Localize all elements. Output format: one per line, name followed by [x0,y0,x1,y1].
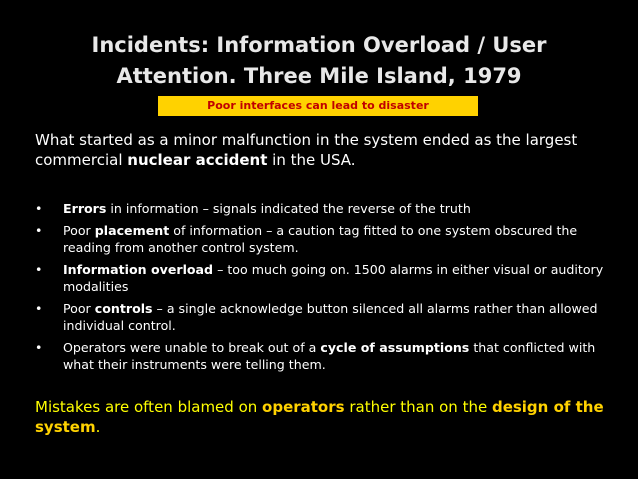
bullet-text-after: – too much going on. 1500 alarms in either visual or auditory modalities [63,262,604,294]
bullet-bold: cycle of assumptions [320,340,470,355]
bullet-icon: • [35,340,43,355]
bullet-bold: Errors [63,201,107,216]
bullet-text-after: of information – a caution tag fitted to one system obscured the reading from another control system. [63,223,578,255]
conclusion-text-1: Mistakes are often blamed on [35,398,263,416]
intro-text-before: What started as a minor malfunction in the system ended as the largest commercial [35,131,578,169]
bullet-text-before: Operators were unable to break out of a [63,340,321,355]
title-line-1: Incidents: Information Overload / User [91,33,547,57]
warning-banner: Poor interfaces can lead to disaster [158,96,478,116]
bullet-icon: • [35,223,43,238]
bullet-text-after: that conflicted with what their instruments were telling them. [63,340,596,372]
bullet-icon: • [35,262,43,277]
intro-bold: nuclear accident [127,151,268,169]
bullet-item-errors [35,200,610,217]
slide-title [30,30,608,92]
intro-text-after: in the USA. [267,151,356,169]
bullet-list [35,200,610,378]
title-line-2: Attention. Three Mile Island, 1979 [116,64,522,88]
conclusion-text-2: rather than on the [344,398,492,416]
conclusion-paragraph [35,397,610,437]
bullet-text-before: Poor [63,223,95,238]
bullet-bold: placement [94,223,170,238]
conclusion-bold-operators: operators [262,398,345,416]
bullet-bold: Information overload [63,262,214,277]
bullet-text-after: in information – signals indicated the reverse of the truth [106,201,471,216]
bullet-item-information-overload [35,261,610,295]
bullet-icon: • [35,301,43,316]
bullet-text-after: – a single acknowledge button silenced all alarms rather than allowed individual control. [63,301,598,333]
conclusion-bold-design: design of the system [35,398,604,436]
intro-paragraph [35,130,605,170]
bullet-item-placement [35,222,610,256]
bullet-icon: • [35,201,43,216]
bullet-item-controls [35,300,610,334]
conclusion-text-3: . [95,418,101,436]
bullet-text-before: Poor [63,301,95,316]
bullet-item-assumptions [35,339,610,373]
bullet-bold: controls [94,301,153,316]
